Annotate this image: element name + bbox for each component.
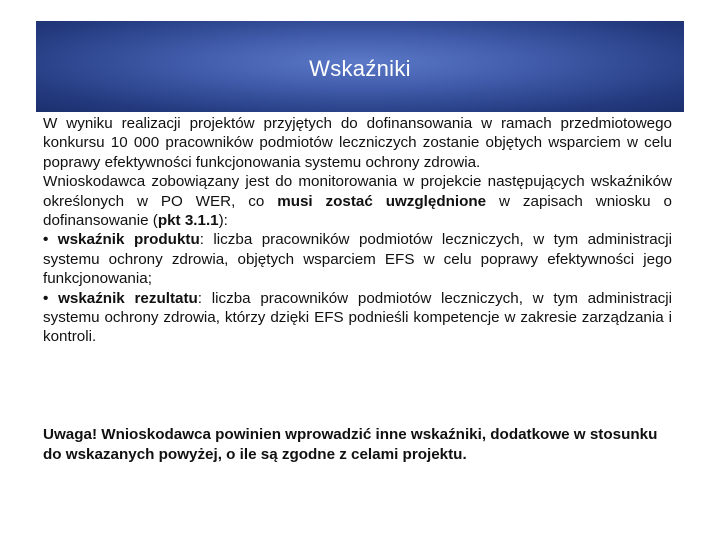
bullet-result-label: • wskaźnik rezultatu xyxy=(43,289,198,307)
paragraph-intro: W wyniku realizacji projektów przyjętych do dofinansowania w ramach przedmiotowego konkursu 10 000 pracowników podmiotów leczniczych zostanie objętych wsparciem w celu poprawy efektywności funkcjonowania systemu ochrony zdrowia. xyxy=(43,115,672,171)
title-banner xyxy=(36,21,684,112)
bullet-product-text: : liczba pracowników podmiotów leczniczych, w tym administracji systemu ochrony zdrowia, objętych wsparciem EFS w celu poprawy efektywności jego funkcjonowania; xyxy=(43,231,672,288)
slide-title: Wskaźniki xyxy=(309,55,411,81)
paragraph-monitoring-part2: w zapisach wniosku o dofinansowanie ( xyxy=(43,192,672,230)
body-text xyxy=(43,114,672,347)
paragraph-monitoring-bold2: pkt 3.1.1 xyxy=(157,212,219,230)
paragraph-monitoring-part3: ): xyxy=(218,212,228,230)
paragraph-monitoring xyxy=(43,172,672,230)
bullet-product-label: • wskaźnik produktu xyxy=(43,231,200,249)
bullet-result-indicator xyxy=(43,289,672,347)
paragraph-monitoring-part1: Wnioskodawca zobowiązany jest do monitorowania w projekcie następujących wskaźników określonych w PO WER, co xyxy=(43,173,672,210)
warning-note: Uwaga! Wnioskodawca powinien wprowadzić inne wskaźniki, dodatkowe w stosunku do wskazanych powyżej, o ile są zgodne z celami projektu. xyxy=(43,426,658,463)
bullet-result-text: : liczba pracowników podmiotów leczniczych, w tym administracji systemu ochrony zdrowia, którzy dzięki EFS podnieśli kompetencje w zakresie zarządzania i kontroli. xyxy=(43,289,673,346)
paragraph-monitoring-bold1: musi zostać uwzględnione xyxy=(277,192,487,210)
bullet-product-indicator xyxy=(43,230,672,288)
